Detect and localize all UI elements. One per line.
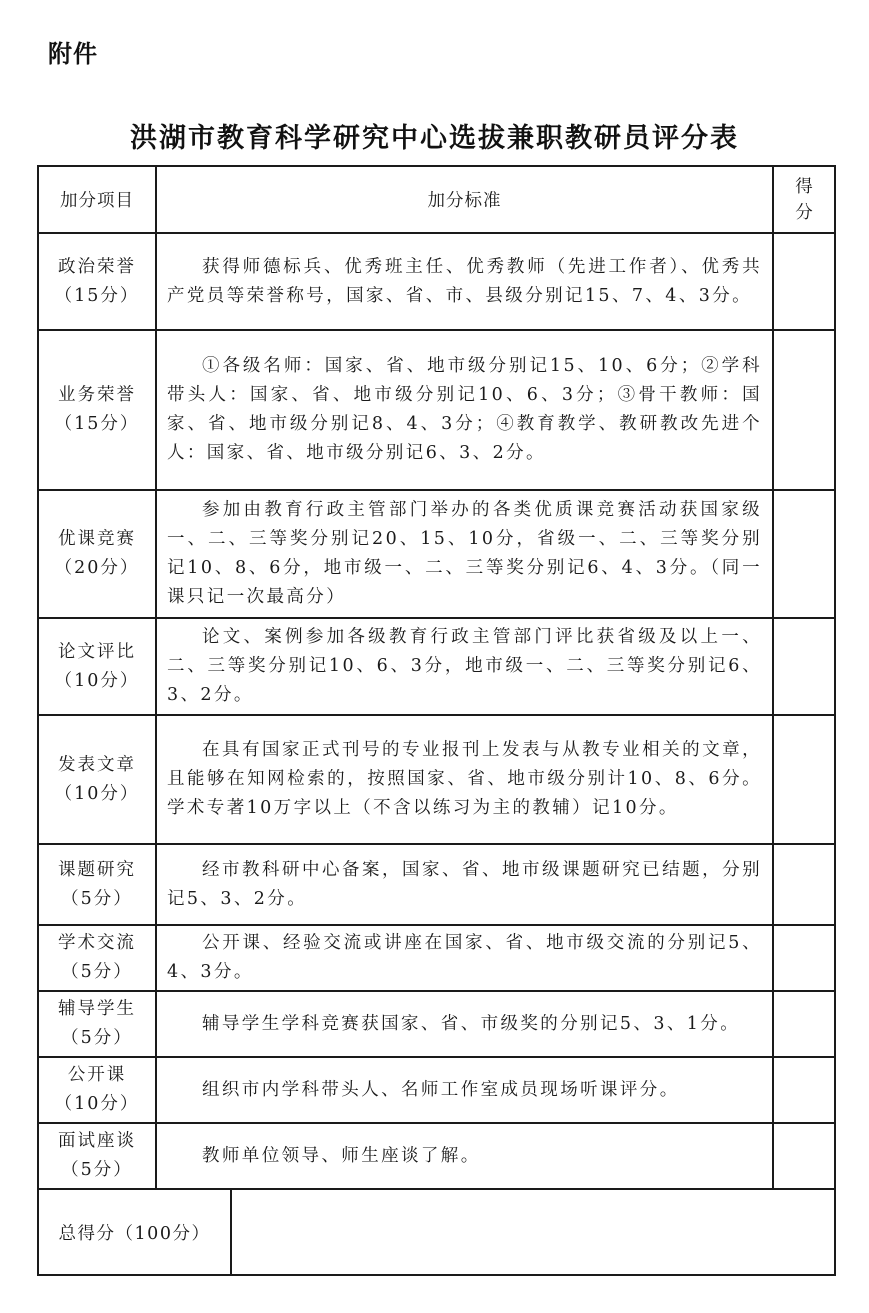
item-name: 辅导学生	[58, 999, 136, 1019]
table-row	[38, 233, 835, 330]
item-cell	[38, 233, 156, 330]
item-cell	[38, 330, 156, 490]
item-name: 业务荣誉	[58, 385, 136, 405]
item-cell	[38, 1057, 156, 1123]
score-input-cell[interactable]	[773, 490, 835, 618]
item-cell	[38, 991, 156, 1057]
header-score	[773, 166, 835, 233]
score-input-cell[interactable]	[773, 991, 835, 1057]
standard-cell	[156, 715, 773, 844]
score-input-cell[interactable]	[773, 1057, 835, 1123]
item-points: （5分）	[61, 1028, 133, 1048]
score-input-cell[interactable]	[773, 844, 835, 925]
item-points: （10分）	[54, 670, 140, 691]
standard-cell	[156, 925, 773, 991]
standard-text: 辅导学生学科竞赛获国家、省、市级奖的分别记5、3、1分。	[202, 1013, 741, 1034]
table-row	[38, 1123, 835, 1189]
standard-text: 教师单位领导、师生座谈了解。	[202, 1145, 481, 1166]
item-name: 课题研究	[58, 859, 136, 880]
item-name: 优课竞赛	[58, 529, 136, 549]
header-score-line2: 分	[795, 202, 813, 223]
item-points: （5分）	[61, 888, 133, 909]
item-points: （5分）	[61, 962, 133, 982]
table-row	[38, 715, 835, 844]
total-score-label: 总得分（100分）	[38, 1189, 231, 1275]
standard-cell	[156, 991, 773, 1057]
item-points: （15分）	[54, 285, 140, 306]
score-input-cell[interactable]	[773, 715, 835, 844]
table-row	[38, 618, 835, 715]
item-name: 政治荣誉	[58, 256, 136, 277]
standard-text: 获得师德标兵、优秀班主任、优秀教师（先进工作者）、优秀共产党员等荣誉称号，国家、省、市、县级分别记15、7、4、3分。	[167, 256, 762, 306]
standard-cell	[156, 233, 773, 330]
scoring-table	[37, 165, 836, 1276]
table-row	[38, 844, 835, 925]
item-points: （5分）	[61, 1160, 133, 1180]
standard-text: 在具有国家正式刊号的专业报刊上发表与从教专业相关的文章，且能够在知网检索的，按照国家、省、地市级分别计10、8、6分。学术专著10万字以上（不含以练习为主的教辅）记10分。	[167, 740, 762, 818]
item-cell	[38, 925, 156, 991]
table-header-row	[38, 166, 835, 233]
item-name: 论文评比	[58, 641, 136, 662]
item-points: （10分）	[54, 783, 140, 804]
item-cell	[38, 490, 156, 618]
item-points: （10分）	[54, 1094, 140, 1114]
standard-text: 经市教科研中心备案，国家、省、地市级课题研究已结题，分别记5、3、2分。	[167, 859, 762, 909]
item-cell	[38, 844, 156, 925]
standard-cell	[156, 618, 773, 715]
header-score-line1: 得	[795, 176, 813, 197]
item-cell	[38, 1123, 156, 1189]
table-row	[38, 330, 835, 490]
standard-text: 组织市内学科带头人、名师工作室成员现场听课评分。	[202, 1079, 680, 1100]
standard-text: 论文、案例参加各级教育行政主管部门评比获省级及以上一、二、三等奖分别记10、6、3分，地市级一、二、三等奖分别记6、3、2分。	[167, 627, 762, 705]
standard-text: 公开课、经验交流或讲座在国家、省、地市级交流的分别记5、4、3分。	[167, 933, 762, 982]
header-standard: 加分标准	[156, 166, 773, 233]
score-input-cell[interactable]	[773, 233, 835, 330]
item-points: （15分）	[54, 414, 140, 434]
header-item: 加分项目	[38, 166, 156, 233]
item-name: 发表文章	[58, 754, 136, 775]
total-score-cell[interactable]	[231, 1189, 835, 1275]
score-input-cell[interactable]	[773, 618, 835, 715]
score-input-cell[interactable]	[773, 925, 835, 991]
standard-text: ①各级名师：国家、省、地市级分别记15、10、6分；②学科带头人：国家、省、地市级分别记10、6、3分；③骨干教师：国家、省、地市级分别记8、4、3分；④教育教学、教研教改先进个人：国家、省、地市级分别记6、3、2分。	[167, 356, 762, 463]
table-row	[38, 1057, 835, 1123]
item-name: 面试座谈	[58, 1131, 136, 1151]
attachment-label: 附件	[48, 40, 98, 68]
standard-text: 参加由教育行政主管部门举办的各类优质课竞赛活动获国家级一、二、三等奖分别记20、15、10分，省级一、二、三等奖分别记10、8、6分，地市级一、二、三等奖分别记6、4、3分。（同一课只记一次最高分）	[167, 500, 762, 607]
standard-cell	[156, 1123, 773, 1189]
document-title: 洪湖市教育科学研究中心选拔兼职教研员评分表	[130, 123, 739, 154]
total-row	[38, 1189, 835, 1275]
item-cell	[38, 618, 156, 715]
standard-cell	[156, 330, 773, 490]
table-row	[38, 925, 835, 991]
item-cell	[38, 715, 156, 844]
standard-cell	[156, 1057, 773, 1123]
score-input-cell[interactable]	[773, 330, 835, 490]
score-input-cell[interactable]	[773, 1123, 835, 1189]
table-row	[38, 991, 835, 1057]
item-name: 学术交流	[58, 933, 136, 953]
standard-cell	[156, 844, 773, 925]
table-row	[38, 490, 835, 618]
item-name: 公开课	[67, 1065, 127, 1085]
item-points: （20分）	[54, 558, 140, 578]
standard-cell	[156, 490, 773, 618]
